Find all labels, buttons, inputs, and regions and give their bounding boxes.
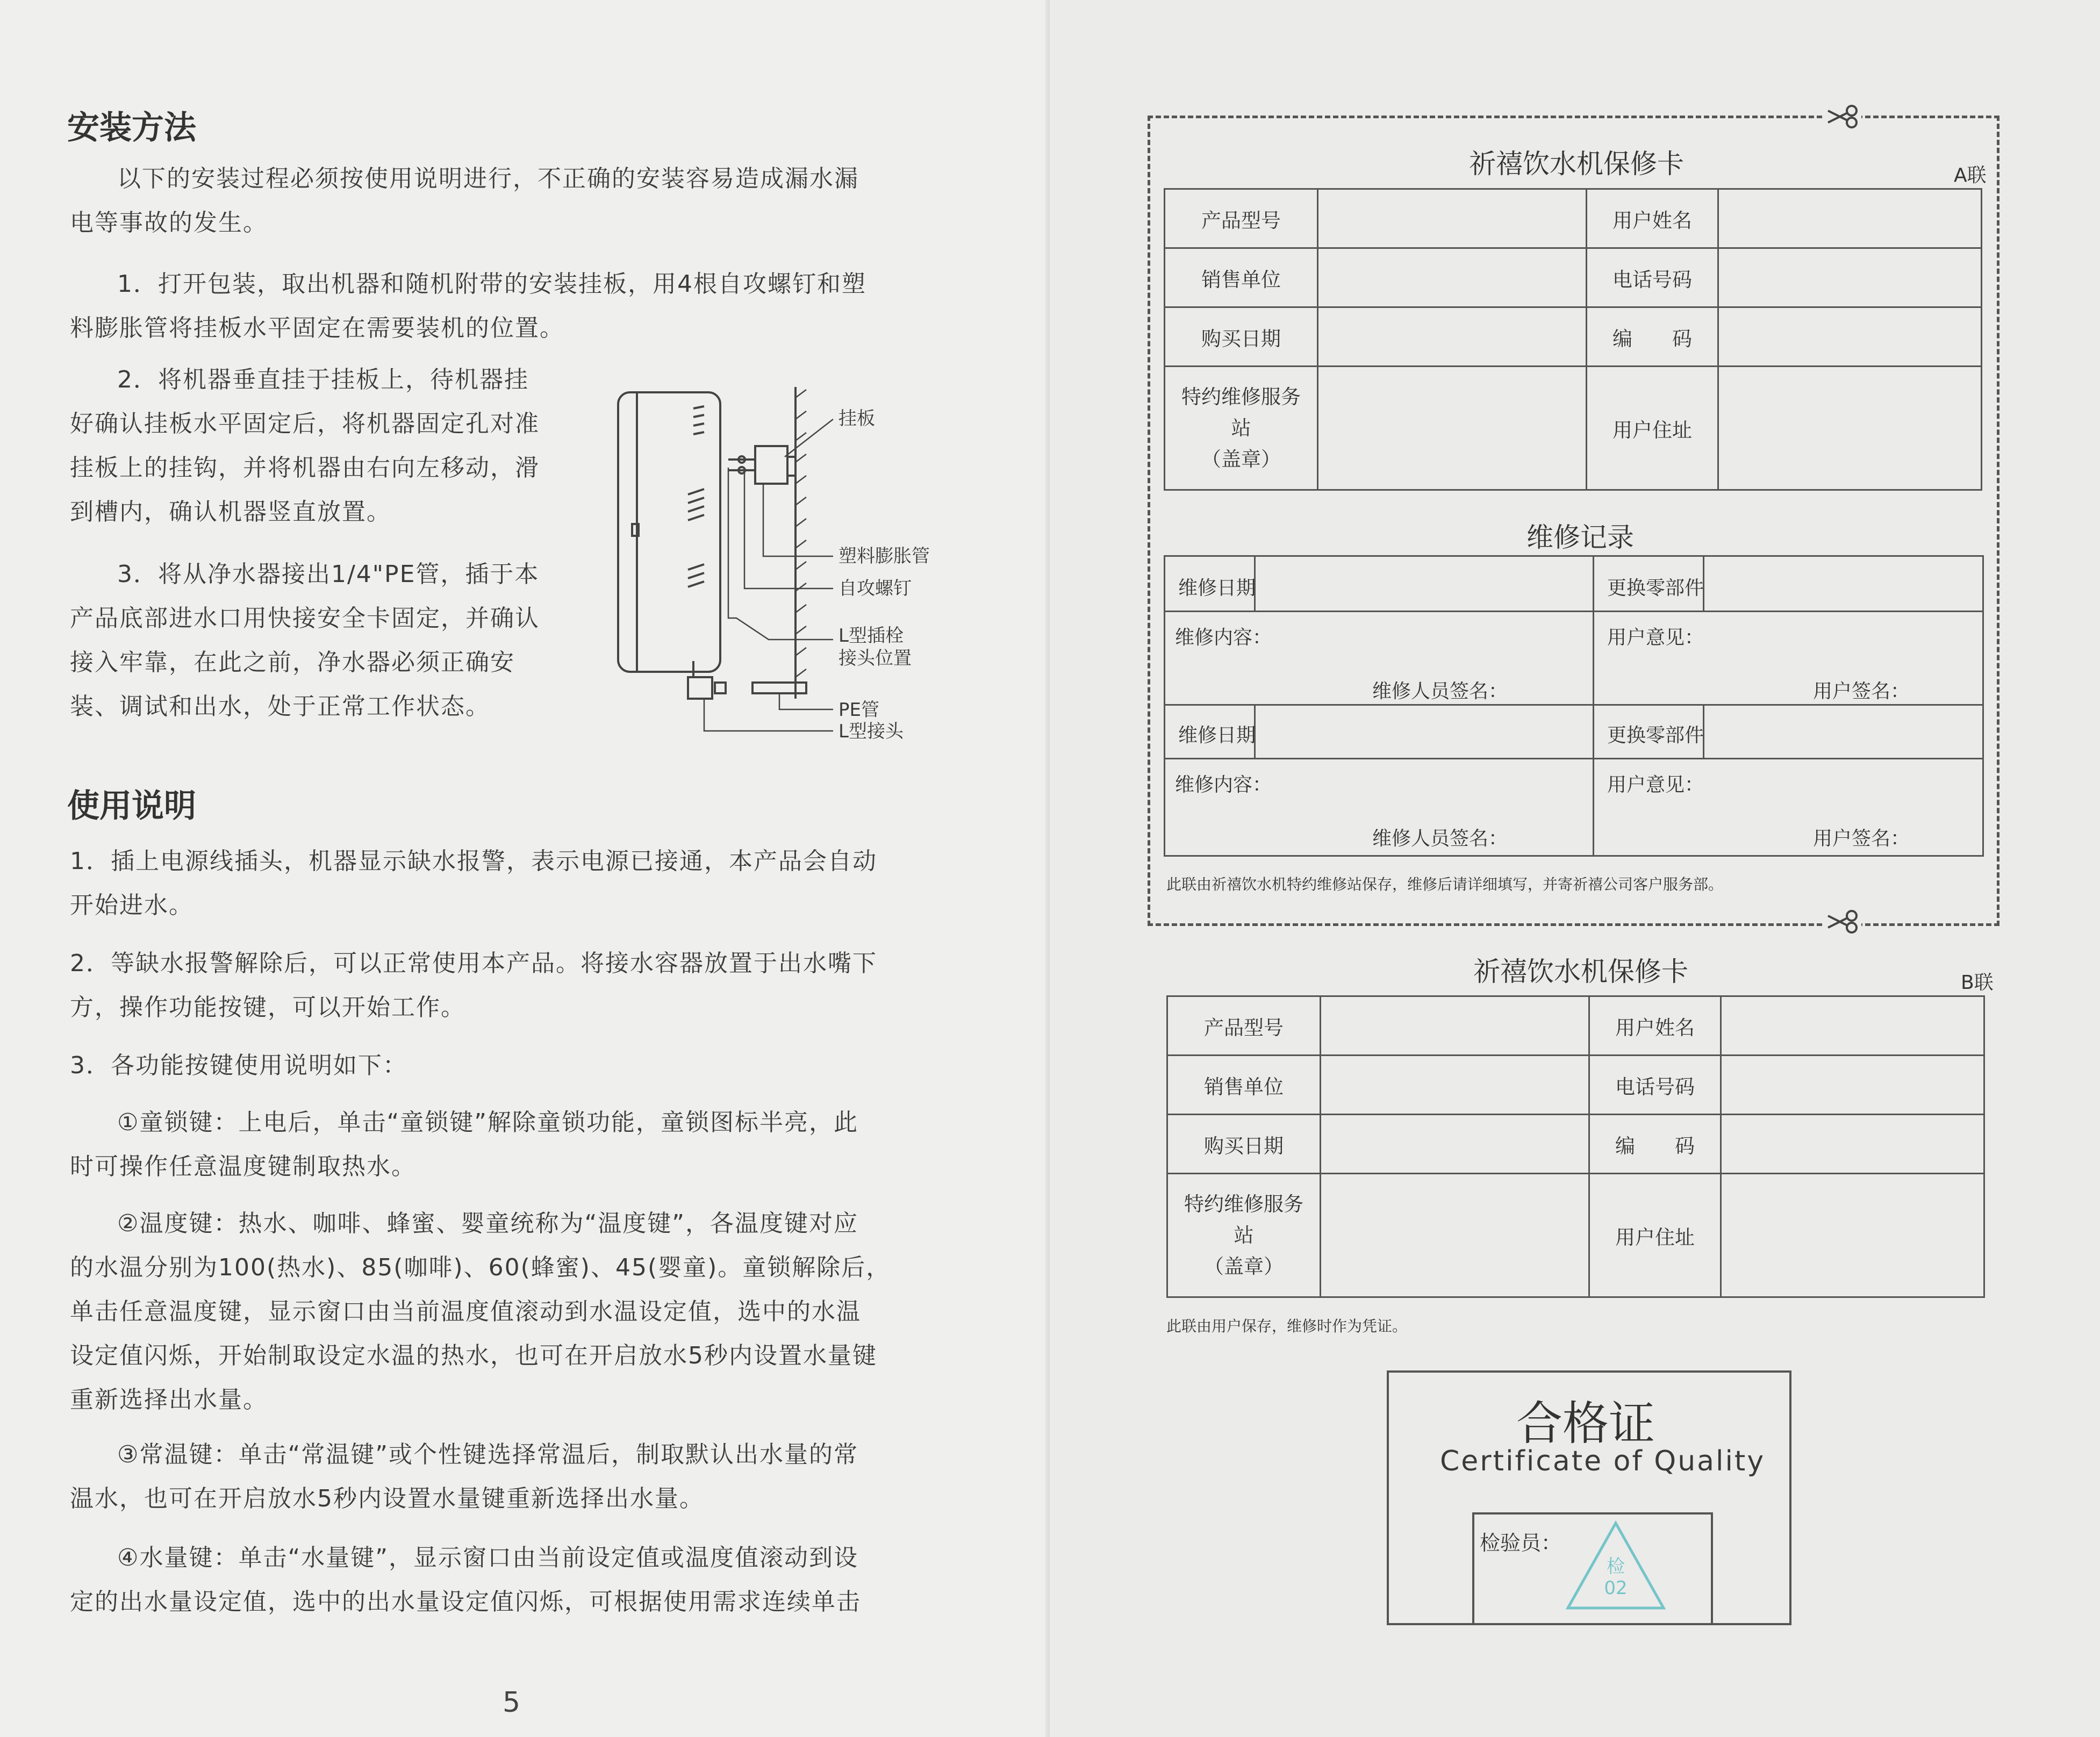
scissors-drawing-bottom xyxy=(1824,908,1861,935)
card-b-date-value xyxy=(1321,1115,1589,1174)
key-volume: ④水量键：单击“水量键”，显示窗口由当前设定值或温度值滚动到设 定的出水量设定值，选中的出水量设定值闪烁，可根据使用需求连续单击 xyxy=(70,1544,861,1616)
card-a-date-label: 购买日期 xyxy=(1165,307,1318,367)
rec1-parts-label: 更换零部件 xyxy=(1607,577,1704,599)
key-temperature: ②温度键：热水、咖啡、蜂蜜、婴童统称为“温度键”，各温度键对应 的水温分别为100(热水)、85(咖啡)、60(蜂蜜)、45(婴童)。童锁解除后， 单击任意温度键，显示窗口由当前温度值滚动到水温设定值，选中的水温 设定值闪烁，开始制取设定水温的热水，也可在开启放水5秒内设置水量键 重新选择出水量。 xyxy=(70,1210,891,1413)
install-step-1: 1．打开包装，取出机器和随机附带的安装挂板，用4根自攻螺钉和塑 料膨胀管将挂板水平固定在需要装机的位置。 xyxy=(70,270,866,342)
usage-item-3: 3．各功能按键使用说明如下： xyxy=(70,1052,407,1079)
rec2-opinion-label: 用户意见： xyxy=(1607,774,1704,796)
card-a-username-value xyxy=(1718,189,1982,248)
card-b-phone-label: 电话号码 xyxy=(1589,1056,1721,1115)
label-plastic-anchor: 塑料膨胀管 xyxy=(838,545,930,567)
card-a-model-label: 产品型号 xyxy=(1165,189,1318,248)
rec1-user-sign: 用户签名： xyxy=(1813,680,1910,702)
rec-line xyxy=(1165,611,1982,612)
label-joint-position: 接头位置 xyxy=(838,648,912,669)
scissors-icon xyxy=(1824,103,1861,130)
card-b-address-label: 用户住址 xyxy=(1589,1174,1721,1297)
scissors-drawing xyxy=(1824,103,1861,130)
qc-stamp xyxy=(1565,1520,1667,1611)
label-l-bolt: L型插栓 xyxy=(838,625,904,647)
card-b-code-value xyxy=(1721,1115,1984,1174)
page-number: 5 xyxy=(503,1686,521,1719)
rec1-opinion-label: 用户意见： xyxy=(1607,627,1704,649)
rec2-user-sign: 用户签名： xyxy=(1813,828,1910,850)
card-a-code-label: 编 码 xyxy=(1587,307,1718,367)
records-title: 维修记录 xyxy=(1526,522,1634,553)
certificate-title-cn: 合格证 xyxy=(1516,1397,1655,1451)
rec1-technician-sign: 维修人员签名： xyxy=(1372,680,1508,702)
card-b-phone-value xyxy=(1721,1056,1984,1115)
inspector-label: 检验员： xyxy=(1480,1531,1562,1555)
card-b-username-label: 用户姓名 xyxy=(1589,996,1721,1056)
inspector-box xyxy=(1472,1512,1713,1625)
install-heading: 安装方法 xyxy=(67,109,196,147)
rec-line xyxy=(1165,758,1982,759)
card-a-code-value xyxy=(1718,307,1982,367)
card-a-model-value xyxy=(1318,189,1587,248)
install-step-2: 2．将机器垂直挂于挂板上，待机器挂 好确认挂板水平固定后，将机器固定孔对准 挂板上的挂钩，并将机器由右向左移动，滑 到槽内，确认机器竖直放置。 xyxy=(70,366,540,526)
card-a-address-value xyxy=(1718,367,1982,490)
card-b-model-value xyxy=(1321,996,1589,1056)
usage-item-1: 1．插上电源线插头，机器显示缺水报警，表示电源已接通，本产品会自动 开始进水。 xyxy=(70,848,877,919)
card-b-model-label: 产品型号 xyxy=(1167,996,1321,1056)
card-a-phone-value xyxy=(1718,248,1982,307)
card-a-station-label: 特约维修服务站 （盖章） xyxy=(1165,367,1318,490)
card-b-note: 此联由用户保存，维修时作为凭证。 xyxy=(1166,1317,1408,1335)
card-b-station-label: 特约维修服务站 （盖章） xyxy=(1167,1174,1321,1297)
card-b-station-value xyxy=(1321,1174,1589,1297)
installation-diagram-drawing xyxy=(607,376,994,763)
card-a-title: 祈禧饮水机保修卡 xyxy=(1469,148,1684,180)
rec2-parts-label: 更换零部件 xyxy=(1607,724,1704,747)
card-a-username-label: 用户姓名 xyxy=(1587,189,1718,248)
rec-line xyxy=(1593,557,1594,855)
card-b-table xyxy=(1166,995,1985,1298)
certificate-title-en: Certificate of Quality xyxy=(1440,1445,1766,1477)
card-a-note: 此联由祈禧饮水机特约维修站保存，维修后请详细填写，并寄祈禧公司客户服务部。 xyxy=(1166,875,1724,893)
card-b-code-label: 编 码 xyxy=(1589,1115,1721,1174)
card-b-date-label: 购买日期 xyxy=(1167,1115,1321,1174)
rec2-content-label: 维修内容： xyxy=(1175,774,1272,796)
label-hanging-plate: 挂板 xyxy=(838,408,875,429)
rec-line xyxy=(1165,704,1982,706)
label-l-joint: L型接头 xyxy=(838,721,904,742)
card-a-station-value xyxy=(1318,367,1587,490)
qc-stamp-char: 检 xyxy=(1607,1556,1625,1577)
card-b-part: B联 xyxy=(1961,972,1994,994)
repair-records-table xyxy=(1164,555,1984,857)
card-a-date-value xyxy=(1318,307,1587,367)
card-a-phone-label: 电话号码 xyxy=(1587,248,1718,307)
usage-heading: 使用说明 xyxy=(67,787,196,825)
install-intro: 以下的安装过程必须按使用说明进行，不正确的安装容易造成漏水漏 电等事故的发生。 xyxy=(70,165,859,236)
label-pe-pipe: PE管 xyxy=(838,699,879,721)
card-b-title: 祈禧饮水机保修卡 xyxy=(1473,956,1688,987)
card-b-address-value xyxy=(1721,1174,1984,1297)
card-a-dealer-value xyxy=(1318,248,1587,307)
card-a-table xyxy=(1164,188,1982,491)
card-b-username-value xyxy=(1721,996,1984,1056)
rec2-technician-sign: 维修人员签名： xyxy=(1372,828,1508,850)
card-a-dealer-label: 销售单位 xyxy=(1165,248,1318,307)
rec1-date-label: 维修日期 xyxy=(1178,577,1256,599)
right-page xyxy=(1050,0,2100,1737)
certificate-box xyxy=(1387,1370,1791,1625)
key-child-lock: ①童锁键：上电后，单击“童锁键”解除童锁功能，童锁图标半亮，此 时可操作任意温度键制取热水。 xyxy=(70,1109,859,1180)
rec2-date-label: 维修日期 xyxy=(1178,724,1256,747)
label-tapping-screw: 自攻螺钉 xyxy=(838,578,912,599)
install-step-3: 3．将从净水器接出1/4"PE管，插于本 产品底部进水口用快接安全卡固定，并确认 接入牢靠，在此之前，净水器必须正确安 装、调试和出水，处于正常工作状态。 xyxy=(70,561,540,720)
card-b-dealer-label: 销售单位 xyxy=(1167,1056,1321,1115)
qc-stamp-number: 02 xyxy=(1604,1577,1628,1599)
scissors-icon-bottom xyxy=(1824,908,1861,935)
key-normal-temp: ③常温键：单击“常温键”或个性键选择常温后，制取默认出水量的常 温水，也可在开启放水5秒内设置水量键重新选择出水量。 xyxy=(70,1441,859,1512)
usage-item-2: 2．等缺水报警解除后，可以正常使用本产品。将接水容器放置于出水嘴下 方，操作功能按键，可以开始工作。 xyxy=(70,950,877,1021)
card-b-dealer-value xyxy=(1321,1056,1589,1115)
installation-diagram xyxy=(607,376,994,763)
card-a-part: A联 xyxy=(1954,164,1987,186)
card-a-address-label: 用户住址 xyxy=(1587,367,1718,490)
rec1-content-label: 维修内容： xyxy=(1175,627,1272,649)
